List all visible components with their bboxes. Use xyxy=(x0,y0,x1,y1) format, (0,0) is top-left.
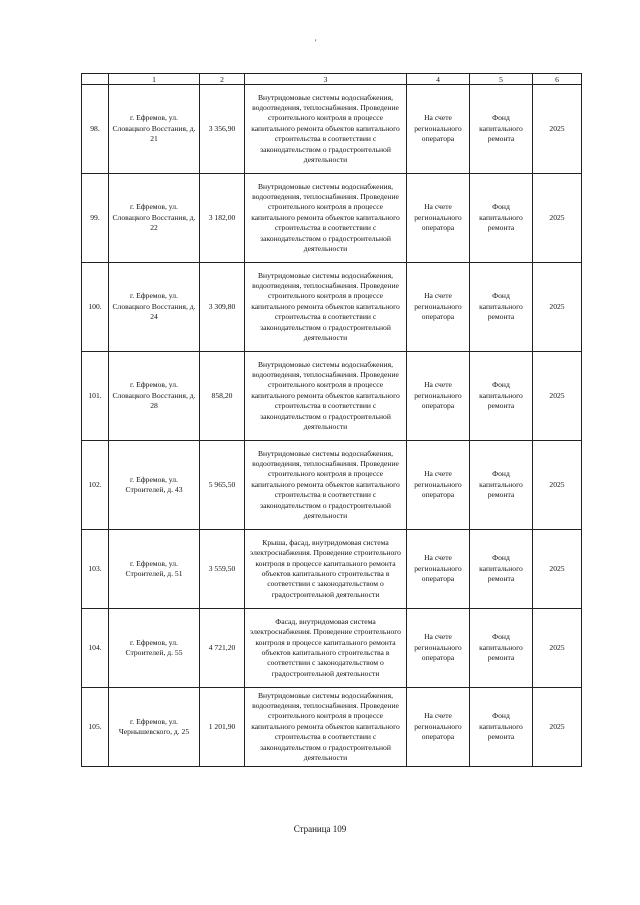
table-row xyxy=(82,441,582,530)
row-number: 105. xyxy=(82,688,109,767)
table-row xyxy=(82,609,582,688)
scan-mark: ' xyxy=(315,38,317,47)
year-cell: 2025 xyxy=(533,609,582,688)
account-cell: На счете регионального оператора xyxy=(407,174,470,263)
works-description-cell: Внутридомовые системы водоснабжения, водоотведения, теплоснабжения. Проведение строительного контроля в процессе капитального ремонта объектов капитального строительства в соответствии с законодательством о градостроительной деятельности xyxy=(245,441,407,530)
column-header: 2 xyxy=(200,74,245,85)
account-cell: На счете регионального оператора xyxy=(407,352,470,441)
account-cell: На счете регионального оператора xyxy=(407,609,470,688)
works-description-cell: Фасад, внутридомовая система электроснабжения. Проведение строительного контроля в процессе капитального ремонта объектов капитального строительства в соответствии с законодательством о градостроительной деятельности xyxy=(245,609,407,688)
account-cell: На счете регионального оператора xyxy=(407,530,470,609)
year-cell: 2025 xyxy=(533,530,582,609)
table-row xyxy=(82,530,582,609)
row-number: 101. xyxy=(82,352,109,441)
funding-source-cell: Фонд капитального ремонта xyxy=(470,352,533,441)
year-cell: 2025 xyxy=(533,688,582,767)
funding-source-cell: Фонд капитального ремонта xyxy=(470,530,533,609)
column-header xyxy=(82,74,109,85)
funding-source-cell: Фонд капитального ремонта xyxy=(470,688,533,767)
table-row xyxy=(82,263,582,352)
cost-cell: 3 356,90 xyxy=(200,85,245,174)
page-number: Страница 109 xyxy=(293,824,347,834)
works-description-cell: Внутридомовые системы водоснабжения, водоотведения, теплоснабжения. Проведение строительного контроля в процессе капитального ремонта объектов капитального строительства в соответствии с законодательством о градостроительной деятельности xyxy=(245,85,407,174)
table-row xyxy=(82,174,582,263)
column-header: 1 xyxy=(109,74,200,85)
column-header: 4 xyxy=(407,74,470,85)
year-cell: 2025 xyxy=(533,441,582,530)
works-description-cell: Внутридомовые системы водоснабжения, водоотведения, теплоснабжения. Проведение строительного контроля в процессе капитального ремонта объектов капитального строительства в соответствии с законодательством о градостроительной деятельности xyxy=(245,174,407,263)
funding-source-cell: Фонд капитального ремонта xyxy=(470,263,533,352)
cost-cell: 1 201,90 xyxy=(200,688,245,767)
table-row xyxy=(82,688,582,767)
row-number: 99. xyxy=(82,174,109,263)
works-description-cell: Внутридомовые системы водоснабжения, водоотведения, теплоснабжения. Проведение строительного контроля в процессе капитального ремонта объектов капитального строительства в соответствии с законодательством о градостроительной деятельности xyxy=(245,688,407,767)
address-cell: г. Ефремов, ул. Чернышевского, д. 25 xyxy=(109,688,200,767)
row-number: 104. xyxy=(82,609,109,688)
account-cell: На счете регионального оператора xyxy=(407,85,470,174)
cost-cell: 858,20 xyxy=(200,352,245,441)
account-cell: На счете регионального оператора xyxy=(407,263,470,352)
row-number: 102. xyxy=(82,441,109,530)
row-number: 100. xyxy=(82,263,109,352)
cost-cell: 3 559,50 xyxy=(200,530,245,609)
address-cell: г. Ефремов, ул. Словацкого Восстания, д. 21 xyxy=(109,85,200,174)
works-description-cell: Внутридомовые системы водоснабжения, водоотведения, теплоснабжения. Проведение строительного контроля в процессе капитального ремонта объектов капитального строительства в соответствии с законодательством о градостроительной деятельности xyxy=(245,352,407,441)
funding-source-cell: Фонд капитального ремонта xyxy=(470,609,533,688)
year-cell: 2025 xyxy=(533,263,582,352)
address-cell: г. Ефремов, ул. Словацкого Восстания, д. 28 xyxy=(109,352,200,441)
column-header: 3 xyxy=(245,74,407,85)
cost-cell: 3 182,00 xyxy=(200,174,245,263)
column-number-header xyxy=(82,74,582,85)
funding-source-cell: Фонд капитального ремонта xyxy=(470,85,533,174)
year-cell: 2025 xyxy=(533,85,582,174)
address-cell: г. Ефремов, ул. Строителей, д. 51 xyxy=(109,530,200,609)
account-cell: На счете регионального оператора xyxy=(407,441,470,530)
repair-schedule-table xyxy=(81,73,582,767)
works-description-cell: Внутридомовые системы водоснабжения, водоотведения, теплоснабжения. Проведение строительного контроля в процессе капитального ремонта объектов капитального строительства в соответствии с законодательством о градостроительной деятельности xyxy=(245,263,407,352)
address-cell: г. Ефремов, ул. Строителей, д. 43 xyxy=(109,441,200,530)
address-cell: г. Ефремов, ул. Строителей, д. 55 xyxy=(109,609,200,688)
cost-cell: 5 965,50 xyxy=(200,441,245,530)
column-header: 5 xyxy=(470,74,533,85)
address-cell: г. Ефремов, ул. Словацкого Восстания, д. 24 xyxy=(109,263,200,352)
table-row xyxy=(82,352,582,441)
account-cell: На счете регионального оператора xyxy=(407,688,470,767)
column-header: 6 xyxy=(533,74,582,85)
row-number: 103. xyxy=(82,530,109,609)
year-cell: 2025 xyxy=(533,352,582,441)
works-description-cell: Крыша, фасад, внутридомовая система электроснабжения. Проведение строительного контроля в процессе капитального ремонта объектов капитального строительства в соответствии с законодательством о градостроительной деятельности xyxy=(245,530,407,609)
cost-cell: 3 309,80 xyxy=(200,263,245,352)
year-cell: 2025 xyxy=(533,174,582,263)
funding-source-cell: Фонд капитального ремонта xyxy=(470,441,533,530)
address-cell: г. Ефремов, ул. Словацкого Восстания, д. 22 xyxy=(109,174,200,263)
table-row xyxy=(82,85,582,174)
cost-cell: 4 721,20 xyxy=(200,609,245,688)
row-number: 98. xyxy=(82,85,109,174)
funding-source-cell: Фонд капитального ремонта xyxy=(470,174,533,263)
